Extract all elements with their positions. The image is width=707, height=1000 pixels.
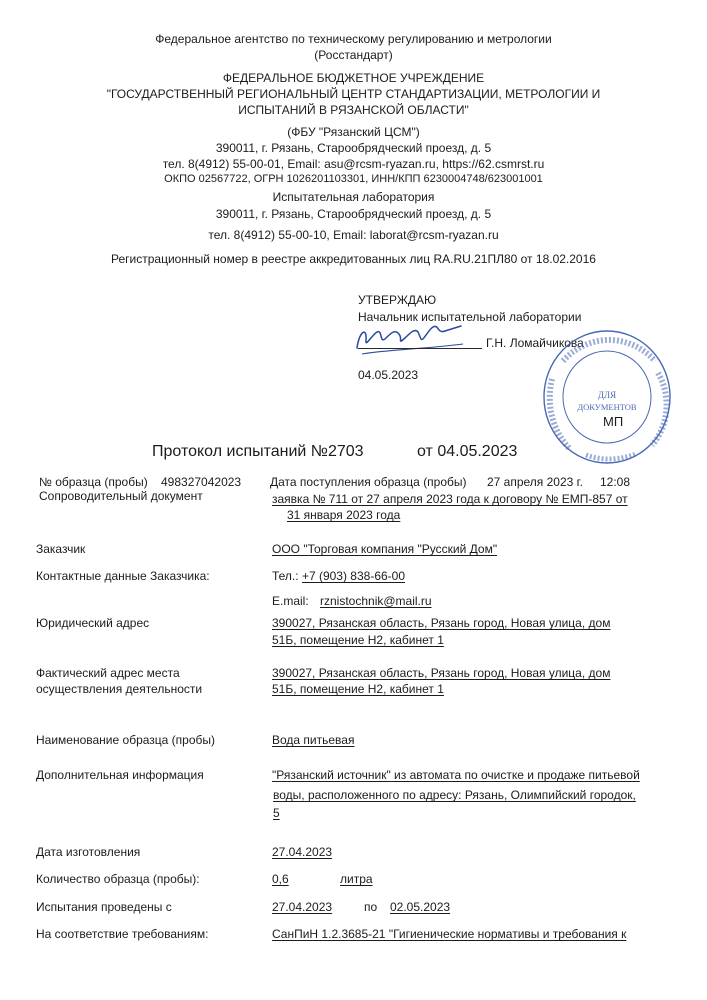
manufacture-date-label: Дата изготовления [36, 845, 141, 859]
stamp-text-line-1: ДЛЯ [597, 390, 617, 400]
receipt-date-label: Дата поступления образца (пробы) [270, 475, 467, 489]
legal-address-line-1: 390027, Рязанская область, Рязань город, Новая улица, дом [272, 616, 611, 630]
signature [353, 318, 488, 360]
tests-end-date: 02.05.2023 [390, 900, 451, 914]
tests-start-date: 27.04.2023 [272, 900, 333, 914]
lab-contacts: тел. 8(4912) 55-00-10, Email: laborat@rcsm-ryazan.ru [208, 228, 499, 242]
accompanying-document-value-line-2: 31 января 2023 года [287, 508, 401, 522]
institution-type: ФЕДЕРАЛЬНОЕ БЮДЖЕТНОЕ УЧРЕЖДЕНИЕ [222, 71, 485, 85]
sample-quantity-value: 0,6 [272, 872, 289, 886]
actual-address-label-line-1: Фактический адрес места [36, 666, 180, 680]
approver-name: Г.Н. Ломайчикова [486, 336, 584, 350]
institution-codes: ОКПО 02567722, ОГРН 1026201103301, ИНН/КПП 6230004748/623001001 [164, 173, 543, 185]
agency-short-name: (Росстандарт) [314, 48, 393, 62]
additional-info-line-2: воды, расположенного по адресу: Рязань, Олимпийский городок, [273, 788, 636, 802]
email-prefix: E.mail: [272, 594, 309, 608]
receipt-time-value: 12:08 [600, 475, 631, 489]
signature-line [358, 348, 482, 349]
institution-name-line-1: "ГОСУДАРСТВЕННЫЙ РЕГИОНАЛЬНЫЙ ЦЕНТР СТАНДАРТИЗАЦИИ, МЕТРОЛОГИИ И [106, 87, 601, 101]
accompanying-document-label: Сопроводительный документ [39, 489, 203, 503]
additional-info-label: Дополнительная информация [36, 768, 204, 782]
sample-quantity-label: Количество образца (пробы): [36, 872, 200, 886]
seal-place-label: МП [603, 414, 624, 429]
approval-date: 04.05.2023 [358, 368, 419, 382]
contact-label: Контактные данные Заказчика: [36, 569, 210, 583]
accompanying-document-value-line-1: заявка № 711 от 27 апреля 2023 года к договору № ЕМП-857 от [272, 492, 628, 506]
sample-number-value: 498327042023 [161, 475, 242, 489]
phone-field [272, 569, 405, 583]
phone-prefix: Тел.: [272, 569, 302, 583]
approval-title: УТВЕРЖДАЮ [358, 293, 437, 307]
actual-address-label-line-2: осуществления деятельности [36, 682, 203, 696]
customer-value: ООО "Торговая компания "Русский Дом" [272, 542, 498, 556]
official-stamp [540, 327, 675, 467]
receipt-date-value: 27 апреля 2023 г. [487, 475, 583, 489]
compliance-label: На соответствие требованиям: [36, 927, 209, 941]
lab-address: 390011, г. Рязань, Старообрядческий проезд, д. 5 [215, 207, 492, 221]
agency-name: Федеральное агентство по техническому регулированию и метрологии [155, 32, 552, 46]
lab-title: Испытательная лаборатория [272, 190, 435, 204]
actual-address-line-1: 390027, Рязанская область, Рязань город, Новая улица, дом [272, 666, 611, 680]
approval-position: Начальник испытательной лаборатории [358, 310, 582, 324]
tests-to-label: по [364, 900, 378, 914]
institution-short-name: (ФБУ "Рязанский ЦСМ") [287, 125, 420, 139]
institution-contacts: тел. 8(4912) 55-00-01, Email: asu@rcsm-ryazan.ru, https://62.csmrst.ru [162, 157, 545, 171]
additional-info-line-3: 5 [273, 806, 280, 820]
protocol-title: Протокол испытаний №2703 [152, 443, 364, 460]
accreditation-registration: Регистрационный номер в реестре аккредитованных лиц RA.RU.21ПЛ80 от 18.02.2016 [111, 252, 596, 266]
email-value: rznistochnik@mail.ru [320, 594, 432, 608]
sample-name-label: Наименование образца (пробы) [36, 733, 215, 747]
institution-name-line-2: ИСПЫТАНИЙ В РЯЗАНСКОЙ ОБЛАСТИ" [238, 103, 469, 117]
compliance-value: СанПиН 1.2.3685-21 "Гигиенические нормативы и требования к [272, 927, 627, 941]
manufacture-date-value: 27.04.2023 [272, 845, 333, 859]
institution-address: 390011, г. Рязань, Старообрядческий проезд, д. 5 [215, 141, 492, 155]
sample-name-value: Вода питьевая [272, 733, 355, 747]
additional-info-line-1: "Рязанский источник" из автомата по очистке и продаже питьевой [272, 768, 640, 782]
protocol-date: от 04.05.2023 [417, 443, 518, 460]
actual-address-line-2: 51Б, помещение Н2, кабинет 1 [272, 682, 444, 696]
customer-label: Заказчик [36, 542, 86, 556]
phone-value: +7 (903) 838-66-00 [301, 569, 406, 583]
sample-quantity-unit: литра [340, 872, 373, 886]
legal-address-line-2: 51Б, помещение Н2, кабинет 1 [272, 633, 444, 647]
tests-period-label: Испытания проведены с [36, 900, 172, 914]
stamp-text-line-2: ДОКУМЕНТОВ [577, 402, 637, 412]
legal-address-label: Юридический адрес [36, 616, 150, 630]
sample-number-label: № образца (пробы) [39, 475, 148, 489]
